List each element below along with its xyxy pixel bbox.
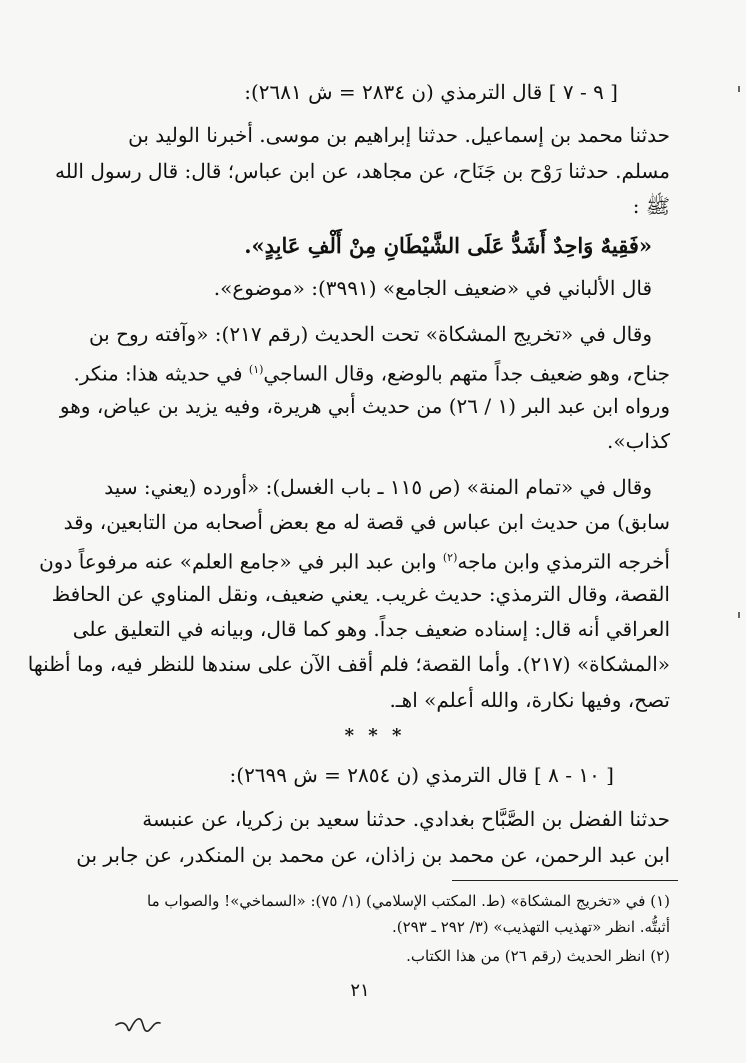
takhrij-line-2-end: في حديثه هذا: منكر.: [73, 361, 249, 386]
tamam-line-3-a: أخرجه الترمذي وابن ماجه: [457, 549, 670, 574]
tamam-line-1: وقال في «تمام المنة» (ص ١١٥ ـ باب الغسل): «أورده (يعني: سيد: [104, 475, 652, 499]
albani-grading: قال الألباني في «ضعيف الجامع» (٣٩٩١): «موضوع».: [213, 276, 652, 300]
hadith-9-isnad-line-1: حدثنا محمد بن إسماعيل. حدثنا إبراهيم بن موسى. أخبرنا الوليد بن: [128, 123, 670, 147]
hadith-10-heading: [ ١٠ - ٨ ] قال الترمذي (ن ٢٨٥٤ = ش ٢٦٩٩):: [229, 763, 614, 787]
hadith-9-isnad-line-3: ﷺ :: [632, 194, 670, 218]
takhrij-line-2-text: جناح، وهو ضعيف جداً متهم بالوضع، وقال الساجي: [263, 361, 670, 386]
hadith-9-heading-text: [ ٩ - ٧ ] قال الترمذي (ن ٢٨٣٤ = ش ٢٦٨١):: [244, 80, 618, 104]
tamam-line-2: سابق) من حديث ابن عباس في قصة له مع بعض أصحابه من التابعين، وقد: [63, 510, 670, 534]
tamam-line-7: تصح، وفيها نكارة، والله أعلم» اهـ.: [389, 688, 670, 712]
tamam-line-4: القصة، وقال الترمذي: حديث غريب. يعني ضعيف، ونقل المناوي عن الحافظ: [51, 582, 670, 606]
hadith-9-heading: [98, 74, 618, 110]
footnote-ref-2[interactable]: (٢): [442, 551, 458, 564]
footnote-1-line-1: (١) في «تخريج المشكاة» (ط. المكتب الإسلامي) (١/ ٧٥): «السماخي»! والصواب ما: [147, 892, 670, 910]
handwritten-mark-icon: [114, 1015, 164, 1039]
footnote-ref-1[interactable]: (١): [248, 363, 264, 376]
footnote-2: (٢) انظر الحديث (رقم ٢٦) من هذا الكتاب.: [406, 947, 670, 965]
margin-dot-right-1: [738, 86, 746, 92]
footnote-divider: [452, 880, 678, 881]
tamam-line-5: العراقي أنه قال: إسناده ضعيف جداً. وهو كما قال، وبيانه في التعليق على: [72, 617, 670, 641]
hadith-10-isnad-line-2: ابن عبد الرحمن، عن محمد بن زاذان، عن محمد بن المنكدر، عن جابر بن: [76, 843, 670, 867]
section-separator: * * *: [344, 725, 406, 746]
hadith-9-isnad-line-2: مسلم. حدثنا رَوْح بن جَنَاح، عن مجاهد، عن ابن عباس؛ قال: قال رسول الله: [54, 159, 670, 183]
takhrij-line-3: ورواه ابن عبد البر (١ / ٢٦) من حديث أبي هريرة، وفيه يزيد بن عياض، وهو: [59, 394, 670, 418]
takhrij-line-4: كذاب».: [607, 429, 670, 453]
tamam-line-6: «المشكاة» (٢١٧). وأما القصة؛ فلم أقف الآن على سندها للنظر فيه، وما أظنها: [27, 652, 670, 676]
hadith-10-isnad-line-1: حدثنا الفضل بن الصَّبَّاح بغدادي. حدثنا سعيد بن زكريا، عن عنبسة: [142, 807, 670, 831]
footnote-1-line-2: أثبتُّه. انظر «تهذيب التهذيب» (٣/ ٢٩٢ ـ ٢٩٣).: [391, 918, 670, 936]
takhrij-line-2: [74, 352, 670, 392]
page-number: ٢١: [350, 980, 370, 1001]
margin-dot-right-2: [738, 612, 746, 618]
tamam-line-3: [39, 540, 670, 580]
hadith-9-matn: «فَقِيهٌ وَاحِدٌ أَشَدُّ عَلَى الشَّيْطَانِ مِنْ أَلْفِ عَابِدٍ».: [244, 233, 652, 258]
takhrij-line-1: وقال في «تخريج المشكاة» تحت الحديث (رقم ٢١٧): «وآفته روح بن: [88, 322, 652, 346]
tamam-line-3-b: وابن عبد البر في «جامع العلم» عنه مرفوعاً دون: [39, 549, 443, 574]
